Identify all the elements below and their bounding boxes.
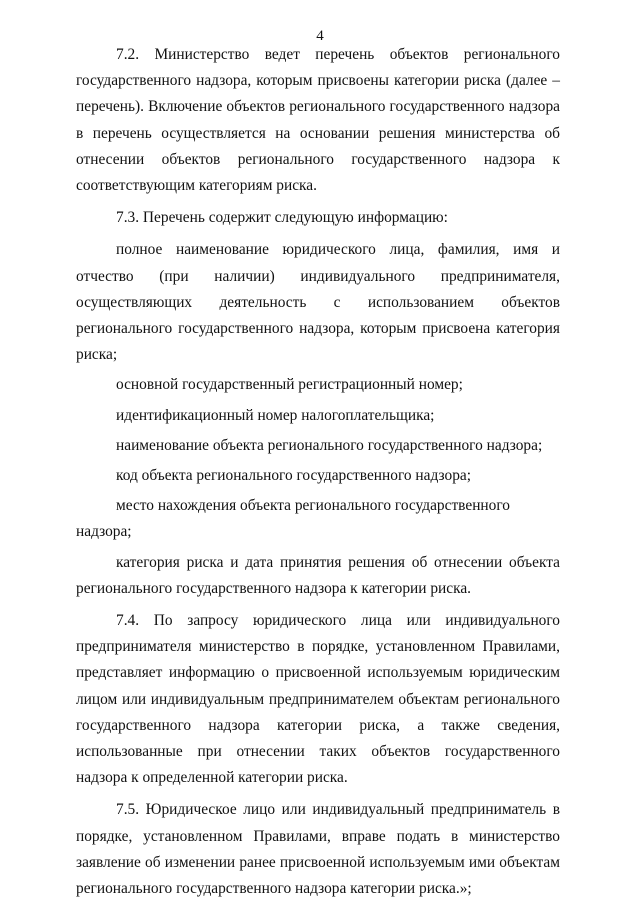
list-item-risk-category: категория риска и дата принятия решения об отнесении объекта регионального государственного надзора к категории риска. bbox=[76, 553, 560, 597]
list-item-inn: идентификационный номер налогоплательщика; bbox=[116, 406, 435, 424]
list-item-full-name: полное наименование юридического лица, фамилия, имя и отчество (при наличии) индивидуального предпринимателя, осуществляющих деятельность с использованием объектов регионального государственного надзора, которым присвоена категория риска; bbox=[76, 241, 560, 364]
paragraph-7-2: 7.2. Министерство ведет перечень объектов регионального государственного надзора, которым присвоены категории риска (далее – перечень). Включение объектов регионального государственного надзора в перечень осуществляется на основании решения министерства об отнесении объектов регионального государственного надзора к соответствующим категориям риска. bbox=[76, 46, 560, 195]
paragraph-7-5: 7.5. Юридическое лицо или индивидуальный предприниматель в порядке, установленном Правилами, вправе подать в министерство заявление об изменении ранее присвоенной используемым ими объектам регионального государственного надзора категории риска.»; bbox=[76, 801, 560, 898]
list-item-object-location: место нахождения объекта регионального государственного надзора; bbox=[76, 497, 510, 541]
list-item-object-code: код объекта регионального государственного надзора; bbox=[116, 467, 471, 485]
paragraph-7-3: 7.3. Перечень содержит следующую информацию: bbox=[116, 209, 448, 227]
list-item-ogrn: основной государственный регистрационный номер; bbox=[116, 376, 463, 394]
document-body bbox=[76, 40, 560, 902]
page-number: 4 bbox=[316, 28, 324, 44]
paragraph-7-4: 7.4. По запросу юридического лица или индивидуального предпринимателя министерство в порядке, установленном Правилами, представляет информацию о присвоенной используемым юридическим лицом или индивидуальным предпринимателем объектам регионального государственного надзора категории риска, а также сведения, использованные при отнесении таких объектов государственного надзора к определенной категории риска. bbox=[76, 612, 560, 787]
list-item-object-name: наименование объекта регионального государственного надзора; bbox=[116, 436, 543, 454]
